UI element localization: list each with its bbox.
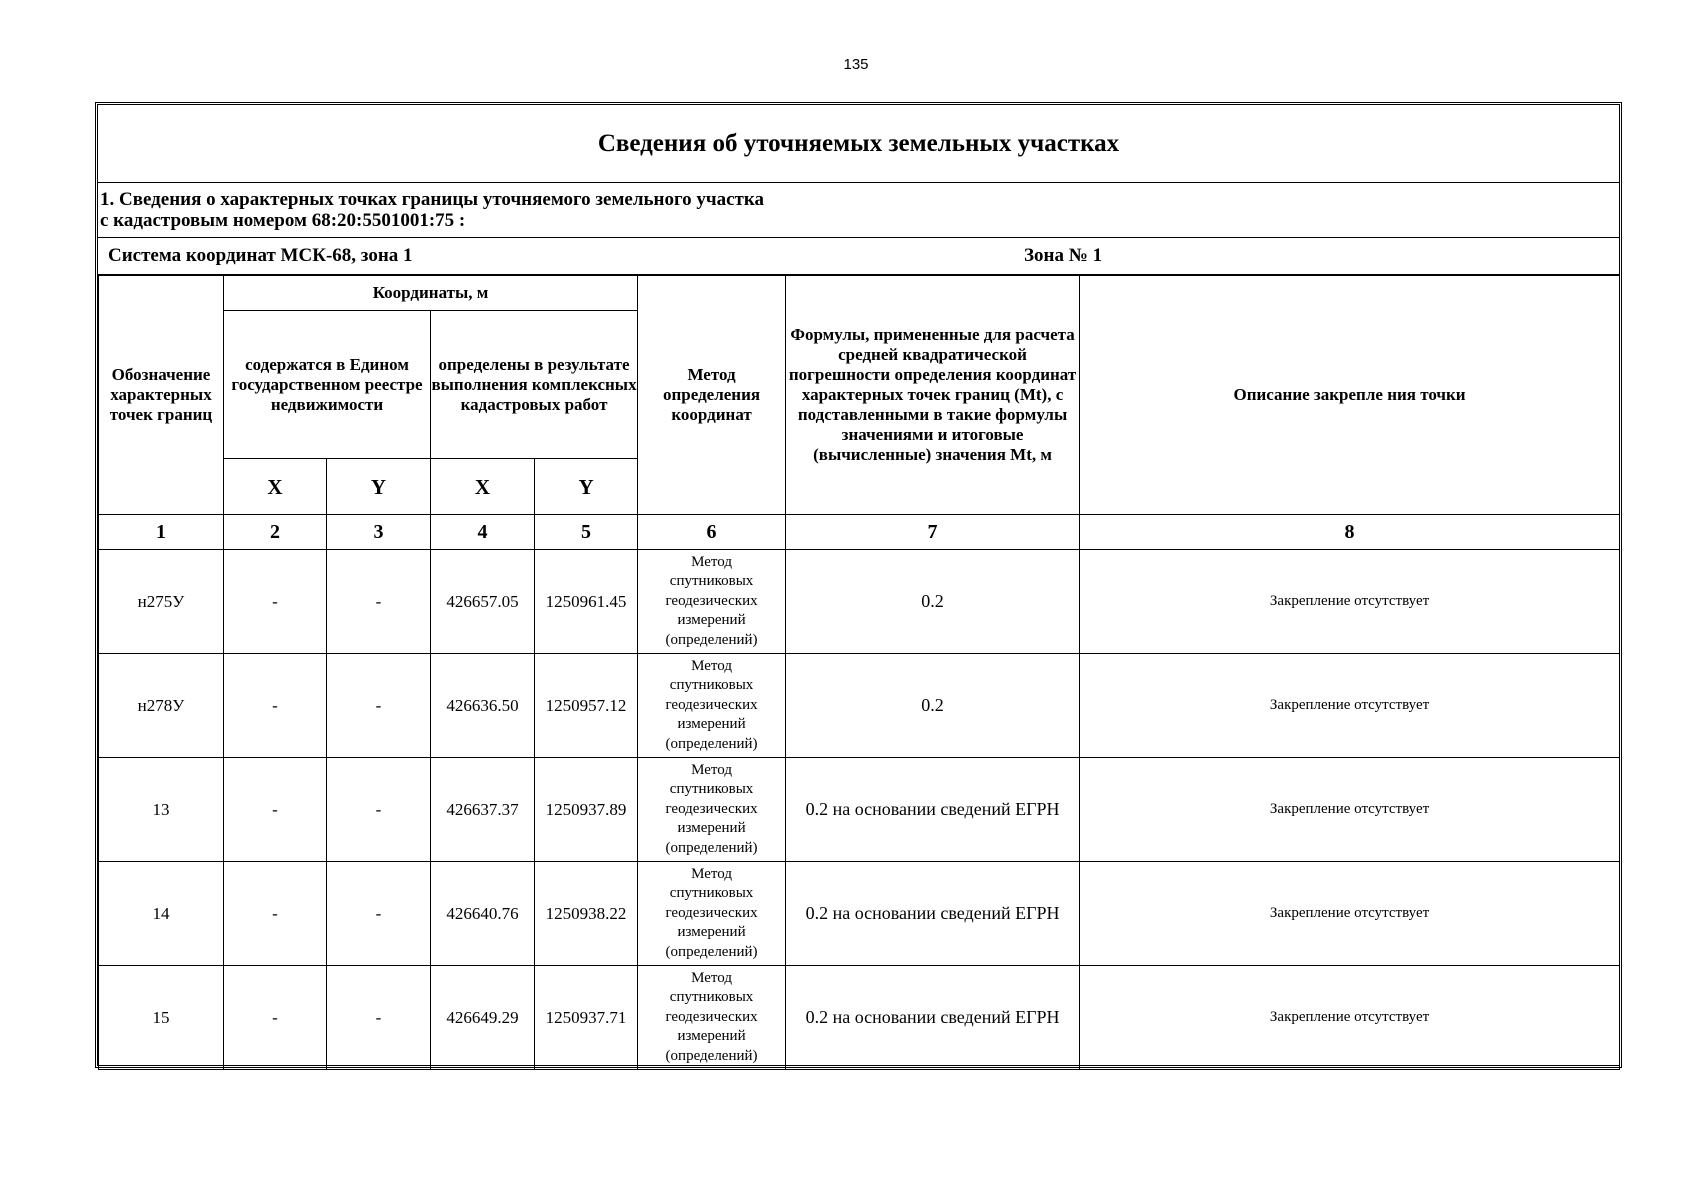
cell-y-egrn: - [327,550,431,654]
cell-point: 13 [99,758,224,862]
method-line: геодезических [665,696,758,713]
coordinate-system-label: Система координат МСК-68, зона 1 [108,245,413,266]
cell-point: 14 [99,862,224,966]
cell-point: н278У [99,654,224,758]
cell-x: 426657.05 [431,550,535,654]
section-heading [98,183,1619,238]
cell-description: Закрепление отсутствует [1080,550,1620,654]
header-y-cadastral: Y [535,459,638,515]
cell-description: Закрепление отсутствует [1080,862,1620,966]
header-x-egrn: X [224,459,327,515]
column-number: 1 [99,515,224,550]
cell-y-egrn: - [327,862,431,966]
section-heading-line-2: с кадастровым номером 68:20:5501001:75 : [100,210,466,231]
header-description: Описание закрепле ния точки [1080,276,1620,515]
cell-method [638,966,786,1070]
cell-point: н275У [99,550,224,654]
cell-y: 1250937.71 [535,966,638,1070]
cell-method [638,550,786,654]
method-line: Метод [691,657,732,674]
header-x-cadastral: X [431,459,535,515]
method-line: (определений) [665,839,758,856]
cell-x-egrn: - [224,966,327,1070]
cell-x-egrn: - [224,550,327,654]
method-line: геодезических [665,800,758,817]
table-row [99,550,1620,654]
cell-y: 1250957.12 [535,654,638,758]
method-line: спутниковых [669,989,754,1006]
header-coordinates: Координаты, м [224,276,638,311]
cell-method [638,862,786,966]
cell-formula: 0.2 на основании сведений ЕГРН [786,862,1080,966]
column-number: 8 [1080,515,1620,550]
cell-y-egrn: - [327,758,431,862]
method-line: измерений [677,924,746,941]
page-number: 135 [843,56,869,73]
section-heading-line-1: 1. Сведения о характерных точках границы уточняемого земельного участка [100,189,765,210]
cell-y: 1250961.45 [535,550,638,654]
cell-formula: 0.2 на основании сведений ЕГРН [786,758,1080,862]
table-row [99,758,1620,862]
zone-label: Зона № 1 [1024,245,1103,266]
header-cadastral: определены в результате выполнения комплексных кадастровых работ [431,311,638,459]
column-number: 7 [786,515,1080,550]
method-line: (определений) [665,631,758,648]
coordinate-system-row [98,239,1619,275]
method-line: измерений [677,1028,746,1045]
cell-x: 426640.76 [431,862,535,966]
cell-y: 1250937.89 [535,758,638,862]
points-table [98,275,1620,1070]
method-line: геодезических [665,592,758,609]
method-line: спутниковых [669,573,754,590]
cell-method [638,654,786,758]
header-point-designation: Обозначение характерных точек границ [99,276,224,515]
cell-x-egrn: - [224,862,327,966]
table-row [99,654,1620,758]
cell-y: 1250938.22 [535,862,638,966]
column-number: 6 [638,515,786,550]
table-row [99,862,1620,966]
cell-point: 15 [99,966,224,1070]
method-line: Метод [691,969,732,986]
method-line: Метод [691,553,732,570]
method-line: геодезических [665,904,758,921]
cell-formula: 0.2 на основании сведений ЕГРН [786,966,1080,1070]
header-egrn: содержатся в Едином государственном реестре недвижимости [224,311,431,459]
column-number: 4 [431,515,535,550]
method-line: спутниковых [669,781,754,798]
column-number: 2 [224,515,327,550]
table-row [99,966,1620,1070]
header-method: Метод определения координат [638,276,786,515]
cell-formula: 0.2 [786,654,1080,758]
cell-y-egrn: - [327,654,431,758]
method-line: спутниковых [669,885,754,902]
header-formula: Формулы, примененные для расчета средней квадратической погрешности определения координат характерных точек границ (Mt), с подставленными в такие формулы значениями и итоговые (вычисленные) значения Mt, м [786,276,1080,515]
cell-x-egrn: - [224,654,327,758]
method-line: (определений) [665,943,758,960]
method-line: (определений) [665,735,758,752]
cell-method [638,758,786,862]
method-line: спутниковых [669,677,754,694]
column-number: 3 [327,515,431,550]
cell-x: 426649.29 [431,966,535,1070]
column-number: 5 [535,515,638,550]
cell-y-egrn: - [327,966,431,1070]
cell-x-egrn: - [224,758,327,862]
column-number-row [99,515,1620,550]
method-line: измерений [677,612,746,629]
method-line: (определений) [665,1047,758,1064]
cell-description: Закрепление отсутствует [1080,654,1620,758]
cell-description: Закрепление отсутствует [1080,758,1620,862]
cell-x: 426636.50 [431,654,535,758]
header-y-egrn: Y [327,459,431,515]
cell-description: Закрепление отсутствует [1080,966,1620,1070]
cell-formula: 0.2 [786,550,1080,654]
method-line: измерений [677,716,746,733]
method-line: Метод [691,761,732,778]
document-title: Сведения об уточняемых земельных участках [98,105,1619,183]
cell-x: 426637.37 [431,758,535,862]
method-line: Метод [691,865,732,882]
method-line: геодезических [665,1008,758,1025]
method-line: измерений [677,820,746,837]
